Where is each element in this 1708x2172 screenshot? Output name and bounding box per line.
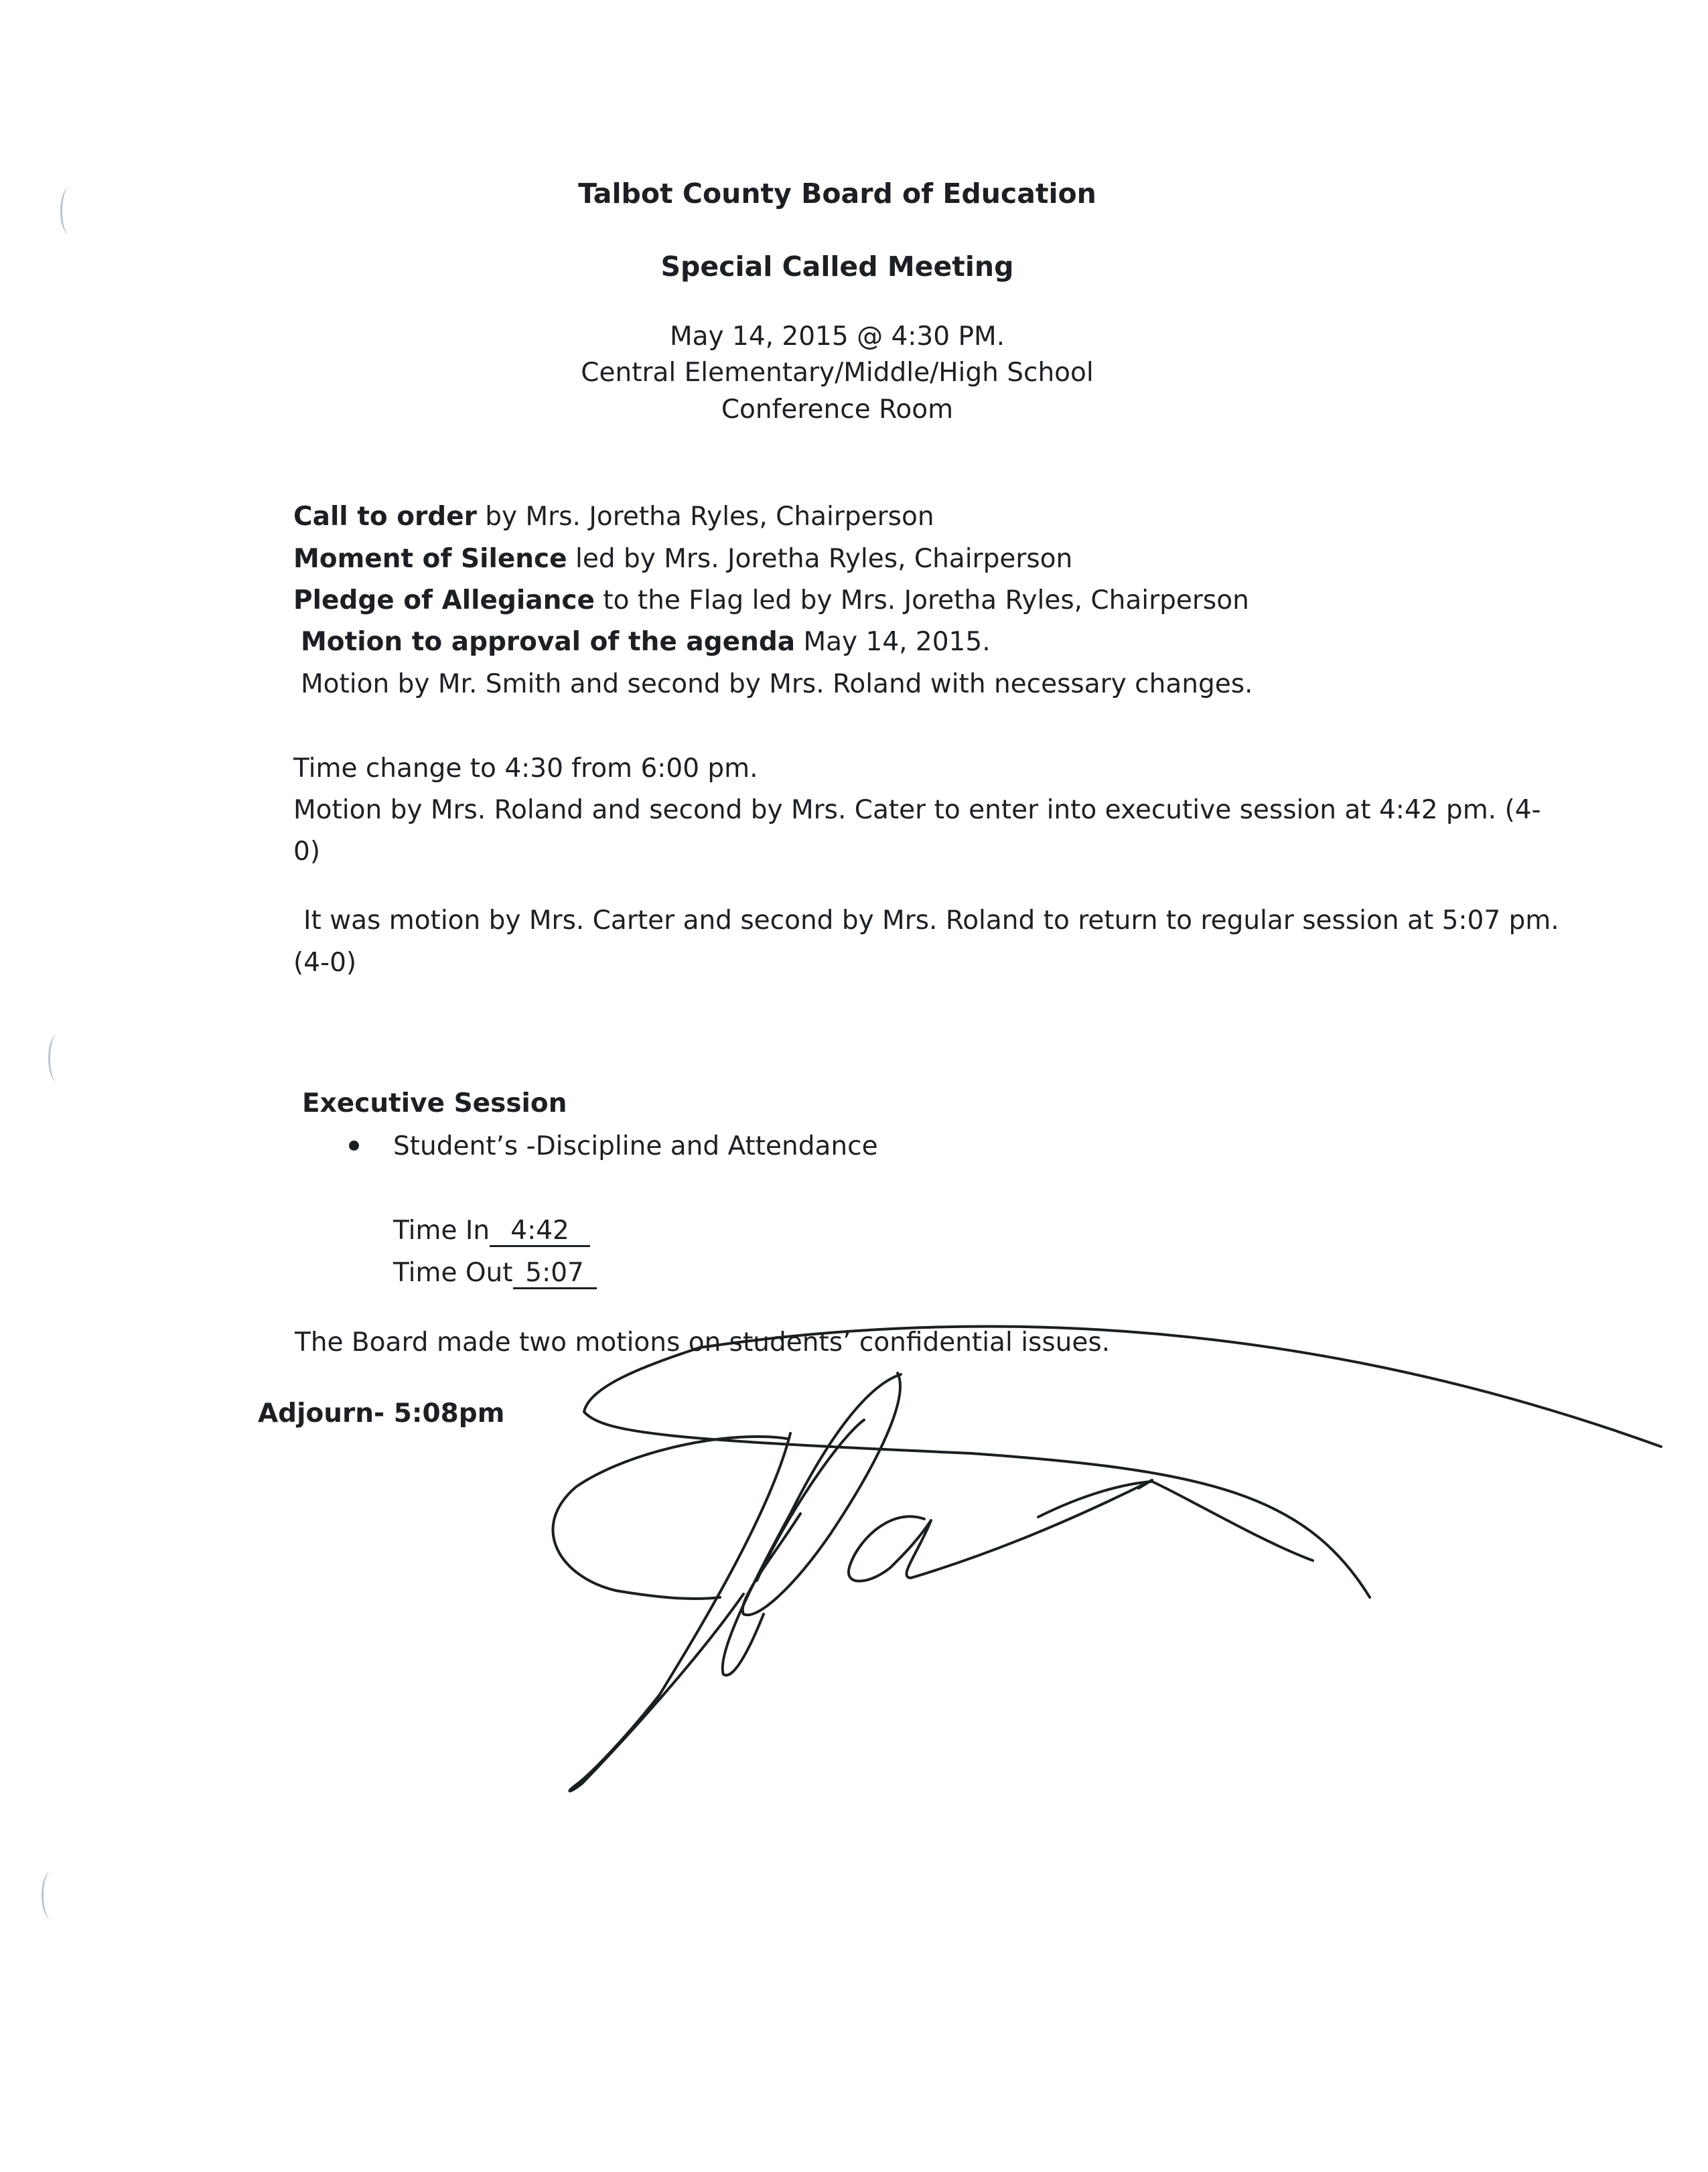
board-note-text: The Board made two motions on students’ confidential issues.	[295, 1327, 1111, 1358]
location-line-1: Central Elementary/Middle/High School	[581, 358, 1094, 388]
executive-session-heading-text: Executive Session	[302, 1088, 567, 1118]
time-out-value-text: 5:07	[525, 1258, 584, 1288]
exec-motion-text-1: Motion by Mrs. Roland and second by Mrs. Cater to enter into executive session at 4:42 pm. (4-	[293, 795, 1541, 825]
time-in-value-text: 4:42	[510, 1216, 569, 1246]
item-text: by Mrs. Joretha Ryles, Chairperson	[476, 502, 934, 532]
item-label: Pledge of Allegiance	[293, 585, 595, 616]
time-in-label: Time In	[393, 1216, 490, 1246]
location-line-2: Conference Room	[721, 394, 954, 425]
item-label: Call to order	[293, 502, 477, 532]
return-motion-text-1: It was motion by Mrs. Carter and second by Mrs. Roland to return to regular session at 5:07 pm.	[303, 906, 1559, 936]
exec-motion-text-2: 0)	[293, 837, 321, 867]
meeting-type: Special Called Meeting	[660, 250, 1014, 283]
adjourn-text: Adjourn- 5:08pm	[258, 1398, 505, 1429]
time-change-text: Time change to 4:30 from 6:00 pm.	[293, 753, 758, 784]
meeting-datetime: May 14, 2015 @ 4:30 PM.	[669, 321, 1005, 352]
item-label: Moment of Silence	[293, 544, 567, 574]
agenda-motion-text: Motion by Mr. Smith and second by Mrs. Roland with necessary changes.	[301, 669, 1253, 699]
item-label: Motion to approval of the agenda	[301, 627, 796, 657]
time-out-label: Time Out	[393, 1258, 513, 1288]
executive-session-topic: Student’s -Discipline and Attendance	[393, 1131, 878, 1161]
item-text: led by Mrs. Joretha Ryles, Chairperson	[567, 544, 1073, 574]
item-text: May 14, 2015.	[795, 627, 991, 657]
return-motion-text-2: (4-0)	[293, 948, 357, 978]
org-title: Talbot County Board of Education	[578, 177, 1096, 210]
item-text: to the Flag led by Mrs. Joretha Ryles, Chairperson	[594, 585, 1249, 616]
